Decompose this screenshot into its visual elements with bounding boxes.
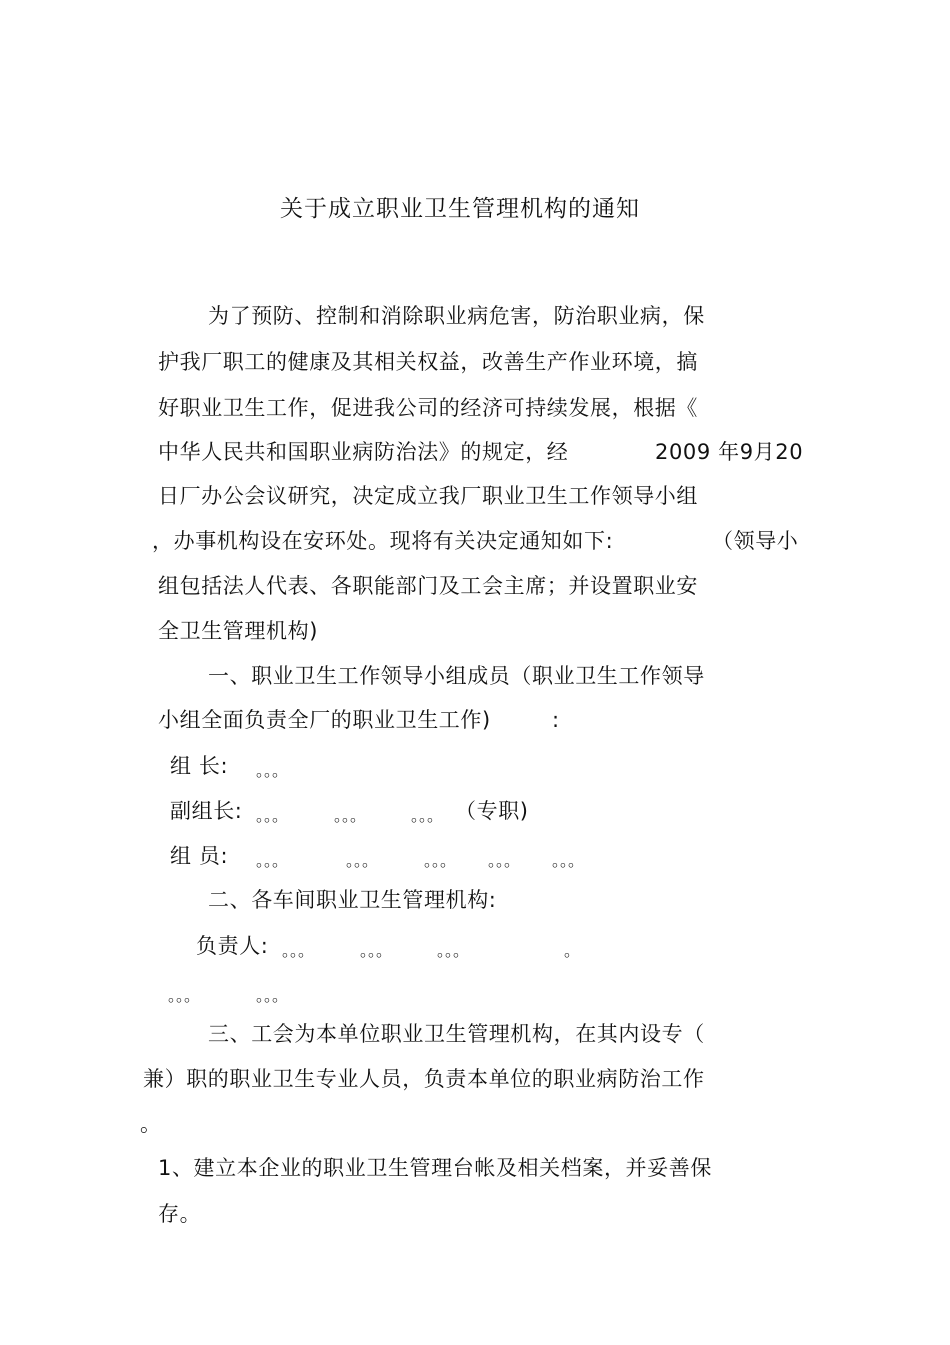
workshop-head-label: 负责人: bbox=[196, 934, 269, 958]
deputy-name-2: 。。。 bbox=[334, 806, 367, 825]
section1-line-2a: 小组全面负责全厂的职业卫生工作) bbox=[158, 708, 491, 732]
intro-line-6b: （领导小 bbox=[712, 529, 799, 553]
intro-date: 2009 年9月20 bbox=[655, 440, 804, 464]
intro-line-8: 全卫生管理机构) bbox=[158, 619, 318, 643]
intro-line-2: 护我厂职工的健康及其相关权益，改善生产作业环境，搞 bbox=[158, 350, 698, 374]
member-name-4: 。。。 bbox=[488, 851, 521, 870]
item1-line-1: 1、建立本企业的职业卫生管理台帐及相关档案，并妥善保 bbox=[158, 1156, 712, 1180]
document-title: 关于成立职业卫生管理机构的通知 bbox=[280, 196, 640, 222]
workshop-row2-2: 。。。 bbox=[256, 986, 289, 1005]
item1-line-2: 存。 bbox=[158, 1202, 202, 1226]
deputy-name-1: 。。。 bbox=[256, 806, 289, 825]
leader-name: 。。。 bbox=[256, 761, 289, 780]
deputy-note: （专职) bbox=[455, 799, 529, 823]
section1-line-1: 一、职业卫生工作领导小组成员（职业卫生工作领导 bbox=[208, 664, 705, 688]
section3-line-3: 。 bbox=[140, 1112, 162, 1136]
workshop-head-4: 。 bbox=[564, 941, 581, 960]
intro-line-6a: ，办事机构设在安环处。现将有关决定通知如下: bbox=[152, 529, 614, 553]
deputy-label: 副组长: bbox=[170, 799, 243, 823]
member-name-5: 。。。 bbox=[552, 851, 585, 870]
intro-line-7: 组包括法人代表、各职能部门及工会主席；并设置职业安 bbox=[158, 574, 698, 598]
member-name-1: 。。。 bbox=[256, 851, 289, 870]
section3-line-1: 三、工会为本单位职业卫生管理机构，在其内设专（ bbox=[208, 1022, 705, 1046]
workshop-head-1: 。。。 bbox=[282, 941, 315, 960]
leader-label: 组 长: bbox=[170, 754, 229, 778]
workshop-row2-1: 。。。 bbox=[168, 986, 201, 1005]
deputy-name-3: 。。。 bbox=[411, 806, 444, 825]
intro-line-1: 为了预防、控制和消除职业病危害，防治职业病，保 bbox=[208, 304, 705, 328]
member-name-3: 。。。 bbox=[424, 851, 457, 870]
section3-line-2: 兼）职的职业卫生专业人员，负责本单位的职业病防治工作 bbox=[143, 1067, 705, 1091]
section2-heading: 二、各车间职业卫生管理机构: bbox=[208, 888, 497, 912]
member-label: 组 员: bbox=[170, 844, 229, 868]
intro-line-4a: 中华人民共和国职业病防治法》的规定，经 bbox=[158, 440, 569, 464]
section1-colon: : bbox=[552, 708, 560, 732]
workshop-head-2: 。。。 bbox=[360, 941, 393, 960]
workshop-head-3: 。。。 bbox=[437, 941, 470, 960]
intro-line-3: 好职业卫生工作，促进我公司的经济可持续发展，根据《 bbox=[158, 396, 698, 420]
intro-line-5: 日厂办公会议研究，决定成立我厂职业卫生工作领导小组 bbox=[158, 484, 698, 508]
member-name-2: 。。。 bbox=[346, 851, 379, 870]
